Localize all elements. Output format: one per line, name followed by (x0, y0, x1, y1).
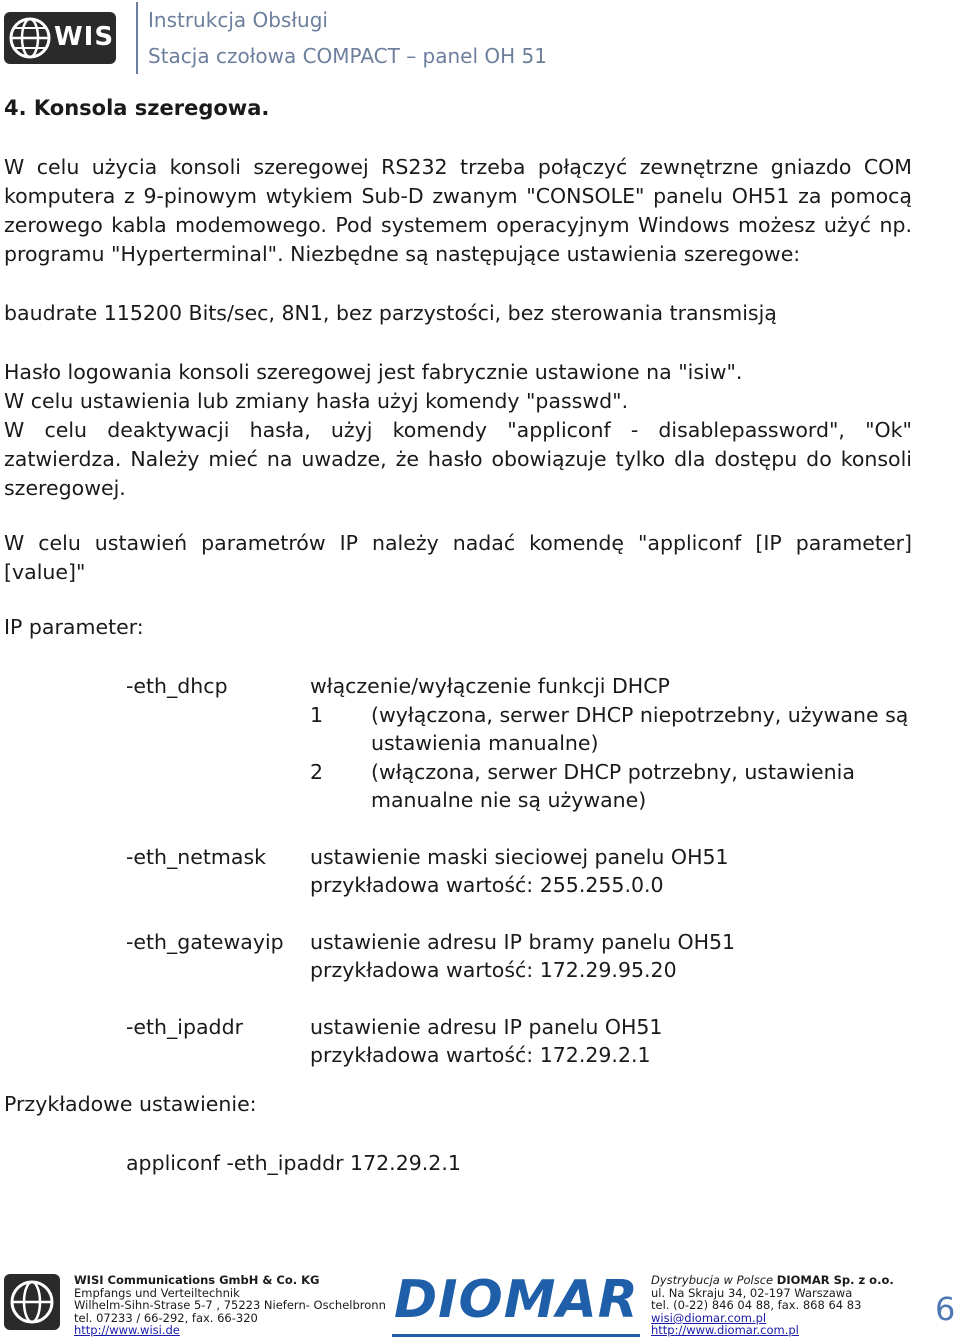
param-description-block (310, 672, 912, 815)
param-description: włączenie/wyłączenie funkcji DHCP (310, 674, 670, 698)
distributor-line (651, 1274, 894, 1287)
param-eth-gatewayip (126, 928, 912, 985)
password-line-2: W celu ustawienia lub zmiany hasła użyj komendy "passwd". (4, 389, 629, 413)
ip-parameter-label: IP parameter: (4, 615, 144, 639)
company-url-link[interactable]: http://www.wisi.de (74, 1323, 180, 1338)
wisi-logo (4, 12, 125, 64)
param-description-block (310, 1013, 912, 1070)
intro-text-2: Niezbędne są następujące ustawienia szeregowe: (283, 242, 801, 266)
example-command: appliconf -eth_ipaddr 172.29.2.1 (126, 1150, 461, 1175)
password-text-a: W celu deaktywacji hasła, użyj komendy "appliconf - disablepassword", "Ok" zatwierdza. (4, 418, 912, 471)
intro-paragraph (4, 153, 912, 269)
param-option (310, 701, 912, 758)
param-description: ustawienie adresu IP panelu OH51 (310, 1014, 663, 1039)
document-title: Instrukcja Obsługi (148, 8, 328, 32)
distributor-info (651, 1274, 894, 1337)
param-name: -eth_netmask (126, 844, 267, 869)
wisi-footer-logo (4, 1274, 60, 1330)
ip-intro: W celu ustawień parametrów IP należy nadać komendę "appliconf [IP parameter] [value]" (4, 531, 912, 584)
serial-settings: baudrate 115200 Bits/sec, 8N1, bez parzystości, bez sterowania transmisją (4, 301, 777, 325)
globe-icon (4, 1274, 60, 1330)
param-option (310, 758, 912, 815)
company-info (74, 1274, 386, 1337)
header-divider (136, 2, 138, 74)
password-paragraph (4, 416, 912, 503)
example-label: Przykładowe ustawienie: (4, 1091, 257, 1116)
company-line: Empfangs und Verteiltechnik (74, 1285, 240, 1300)
intro-text: W celu użycia konsoli szeregowej RS232 trzeba połączyć zewnętrzne gniazdo COM komputera z 9-pinowym wtykiem Sub-D zwanym "CONSOLE" panelu OH51 za pomocą zerowego kabla modemowego. Pod systemem operacyjnym Windows możesz użyć np. programu "Hyperterminal". (4, 155, 912, 266)
param-description-block (310, 843, 912, 900)
globe-icon (8, 16, 52, 60)
param-name: -eth_ipaddr (126, 1014, 244, 1039)
company-address: Wilhelm-Sihn-Strase 5-7 , 75223 Niefern- Oschelbronn (74, 1298, 386, 1313)
param-description: ustawienie adresu IP bramy panelu OH51 (310, 929, 736, 954)
password-line-1: Hasło logowania konsoli szeregowej jest fabrycznie ustawione na "isiw". (4, 360, 743, 384)
diomar-logo: DIOMAR (394, 1270, 639, 1330)
company-name: WISI Communications GmbH & Co. KG (74, 1273, 320, 1287)
section-heading: 4. Konsola szeregowa. (4, 96, 270, 120)
option-text: (włączona, serwer DHCP potrzebny, ustawienia manualne nie są używane) (371, 759, 855, 812)
param-eth-netmask (126, 843, 912, 900)
diomar-underline (392, 1334, 640, 1337)
distributor-name: DIOMAR Sp. z o.o. (776, 1273, 894, 1287)
document-subtitle: Stacja czołowa COMPACT – panel OH 51 (148, 44, 547, 68)
param-name: -eth_dhcp (126, 674, 228, 698)
param-eth-ipaddr (126, 1013, 912, 1070)
param-example: przykładowa wartość: 172.29.95.20 (310, 958, 677, 982)
param-example: przykładowa wartość: 255.255.0.0 (310, 873, 664, 897)
password-text-b: Należy mieć na uwadze, że hasło obowiązuje tylko dla dostępu do konsoli szeregowej. (4, 447, 912, 500)
distributor-phone: tel. (0-22) 846 04 88, fax. 868 64 83 (651, 1298, 862, 1313)
ip-parameter-list (126, 672, 912, 1070)
param-example: przykładowa wartość: 172.29.2.1 (310, 1043, 651, 1067)
param-description: ustawienie maski sieciowej panelu OH51 (310, 844, 729, 869)
param-name: -eth_gatewayip (126, 929, 284, 954)
option-text: (wyłączona, serwer DHCP niepotrzebny, używane są ustawienia manualne) (371, 702, 909, 755)
company-phone: tel. 07233 / 66-292, fax. 66-320 (74, 1310, 258, 1325)
page-header (0, 0, 960, 80)
option-number: 1 (310, 702, 324, 727)
logo-text: WISI (54, 22, 125, 52)
main-content (4, 94, 912, 1178)
param-description-block (310, 928, 912, 985)
distributor-email-link[interactable]: wisi@diomar.com.pl (651, 1310, 767, 1325)
param-eth-dhcp (126, 672, 912, 815)
distributor-address: ul. Na Skraju 34, 02-197 Warszawa (651, 1285, 853, 1300)
page-footer (0, 1270, 960, 1340)
page-number: 6 (935, 1290, 956, 1328)
distributor-prefix: Dystrybucja w Polsce (651, 1273, 777, 1287)
option-number: 2 (310, 759, 324, 784)
distributor-url-link[interactable]: http://www.diomar.com.pl (651, 1323, 799, 1338)
